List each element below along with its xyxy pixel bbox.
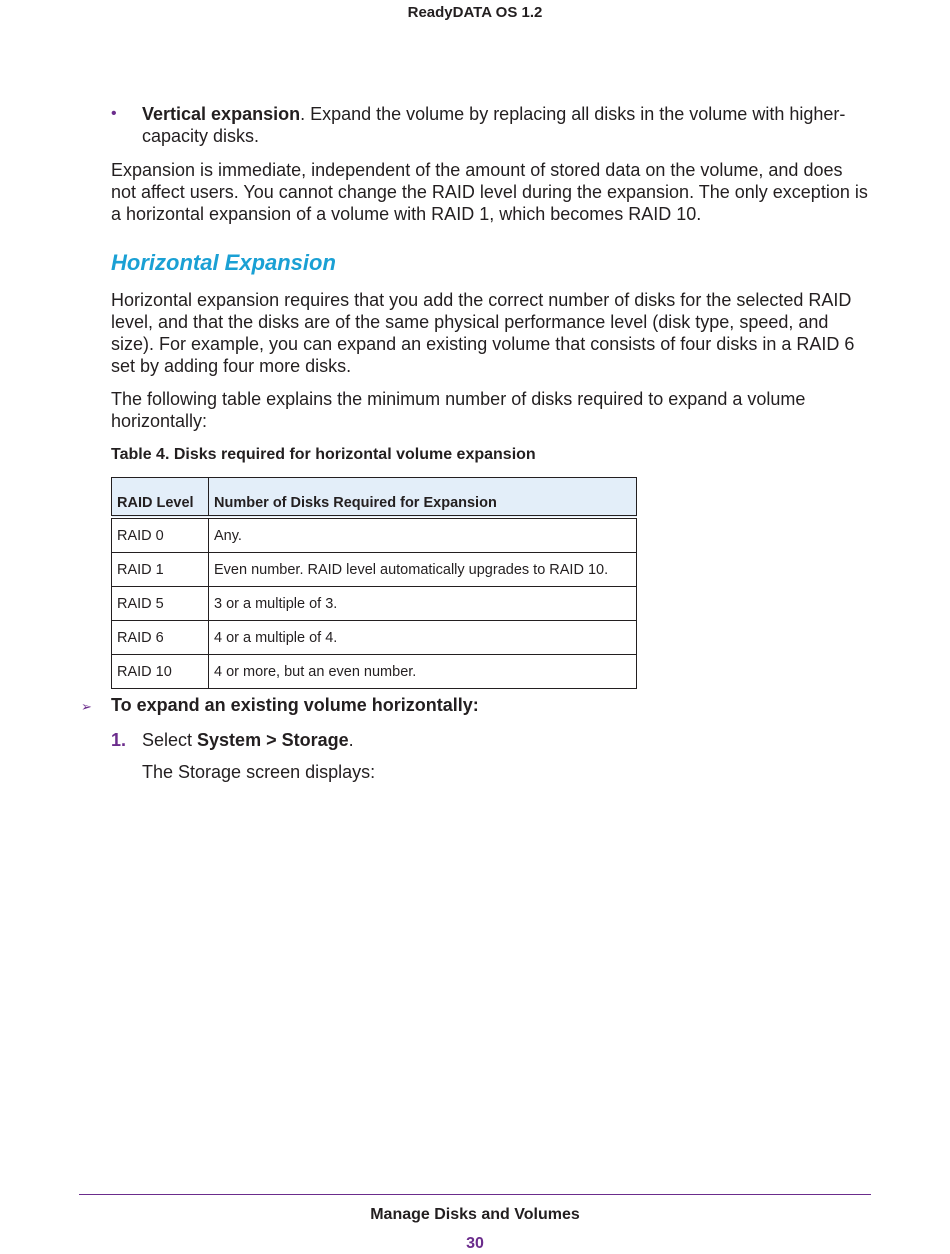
table-cell-raid-level: RAID 0	[112, 517, 209, 553]
section-heading: Horizontal Expansion	[111, 250, 336, 275]
step-followup-text: The Storage screen displays:	[142, 762, 376, 782]
step-1	[111, 730, 354, 751]
table-caption: Table 4. Disks required for horizontal volume expansion	[111, 446, 536, 463]
table-row	[112, 587, 637, 621]
table-cell-disks: 4 or a multiple of 4.	[209, 621, 637, 655]
bullet-lead: Vertical expansion	[142, 104, 301, 124]
bullet-dot-icon: •	[111, 105, 117, 122]
page-number: 30	[466, 1235, 484, 1252]
step-text-pre: Select	[142, 730, 198, 750]
table-cell-disks: 3 or a multiple of 3.	[209, 587, 637, 621]
table-cell-raid-level: RAID 1	[112, 553, 209, 587]
table-row	[112, 655, 637, 689]
task-heading	[81, 695, 479, 716]
table-header-row	[112, 478, 637, 518]
table-cell-raid-level: RAID 5	[112, 587, 209, 621]
table-row	[112, 553, 637, 587]
table-cell-raid-level: RAID 6	[112, 621, 209, 655]
table-header-cell: Number of Disks Required for Expansion	[209, 478, 637, 518]
task-arrow-icon: ➢	[81, 699, 92, 714]
footer-divider	[79, 1194, 871, 1195]
bullet-body: . Expand the volume by replacing all disks in the volume with higher-capacity disks.	[142, 104, 846, 146]
step-menu-path: System > Storage	[197, 730, 349, 750]
table-cell-raid-level: RAID 10	[112, 655, 209, 689]
footer-title: Manage Disks and Volumes	[370, 1206, 580, 1223]
table-cell-disks: 4 or more, but an even number.	[209, 655, 637, 689]
step-number: 1.	[111, 730, 127, 750]
table-row	[112, 517, 637, 553]
intro-paragraph: Expansion is immediate, independent of the amount of stored data on the volume, and does not affect users. You cannot change the RAID level during the expansion. The only exception is a horizontal expansion of a volume with RAID 1, which becomes RAID 10.	[111, 160, 868, 224]
horizontal-paragraph: Horizontal expansion requires that you add the correct number of disks for the selected RAID level, and that the disks are of the same physical performance level (disk type, speed, and size). For example, you can expand an existing volume that consists of four disks in a RAID 6 set by adding four more disks.	[111, 290, 855, 376]
table-row	[112, 621, 637, 655]
table-intro-paragraph: The following table explains the minimum number of disks required to expand a volume horizontally:	[111, 389, 806, 431]
table-header-cell: RAID Level	[112, 478, 209, 518]
raid-disks-table	[111, 477, 637, 689]
table-cell-disks: Even number. RAID level automatically upgrades to RAID 10.	[209, 553, 637, 587]
table-cell-disks: Any.	[209, 517, 637, 553]
step-text-post: .	[348, 730, 354, 750]
task-title: To expand an existing volume horizontally:	[111, 695, 479, 715]
running-header: ReadyDATA OS 1.2	[407, 4, 543, 21]
bullet-text	[142, 103, 867, 147]
